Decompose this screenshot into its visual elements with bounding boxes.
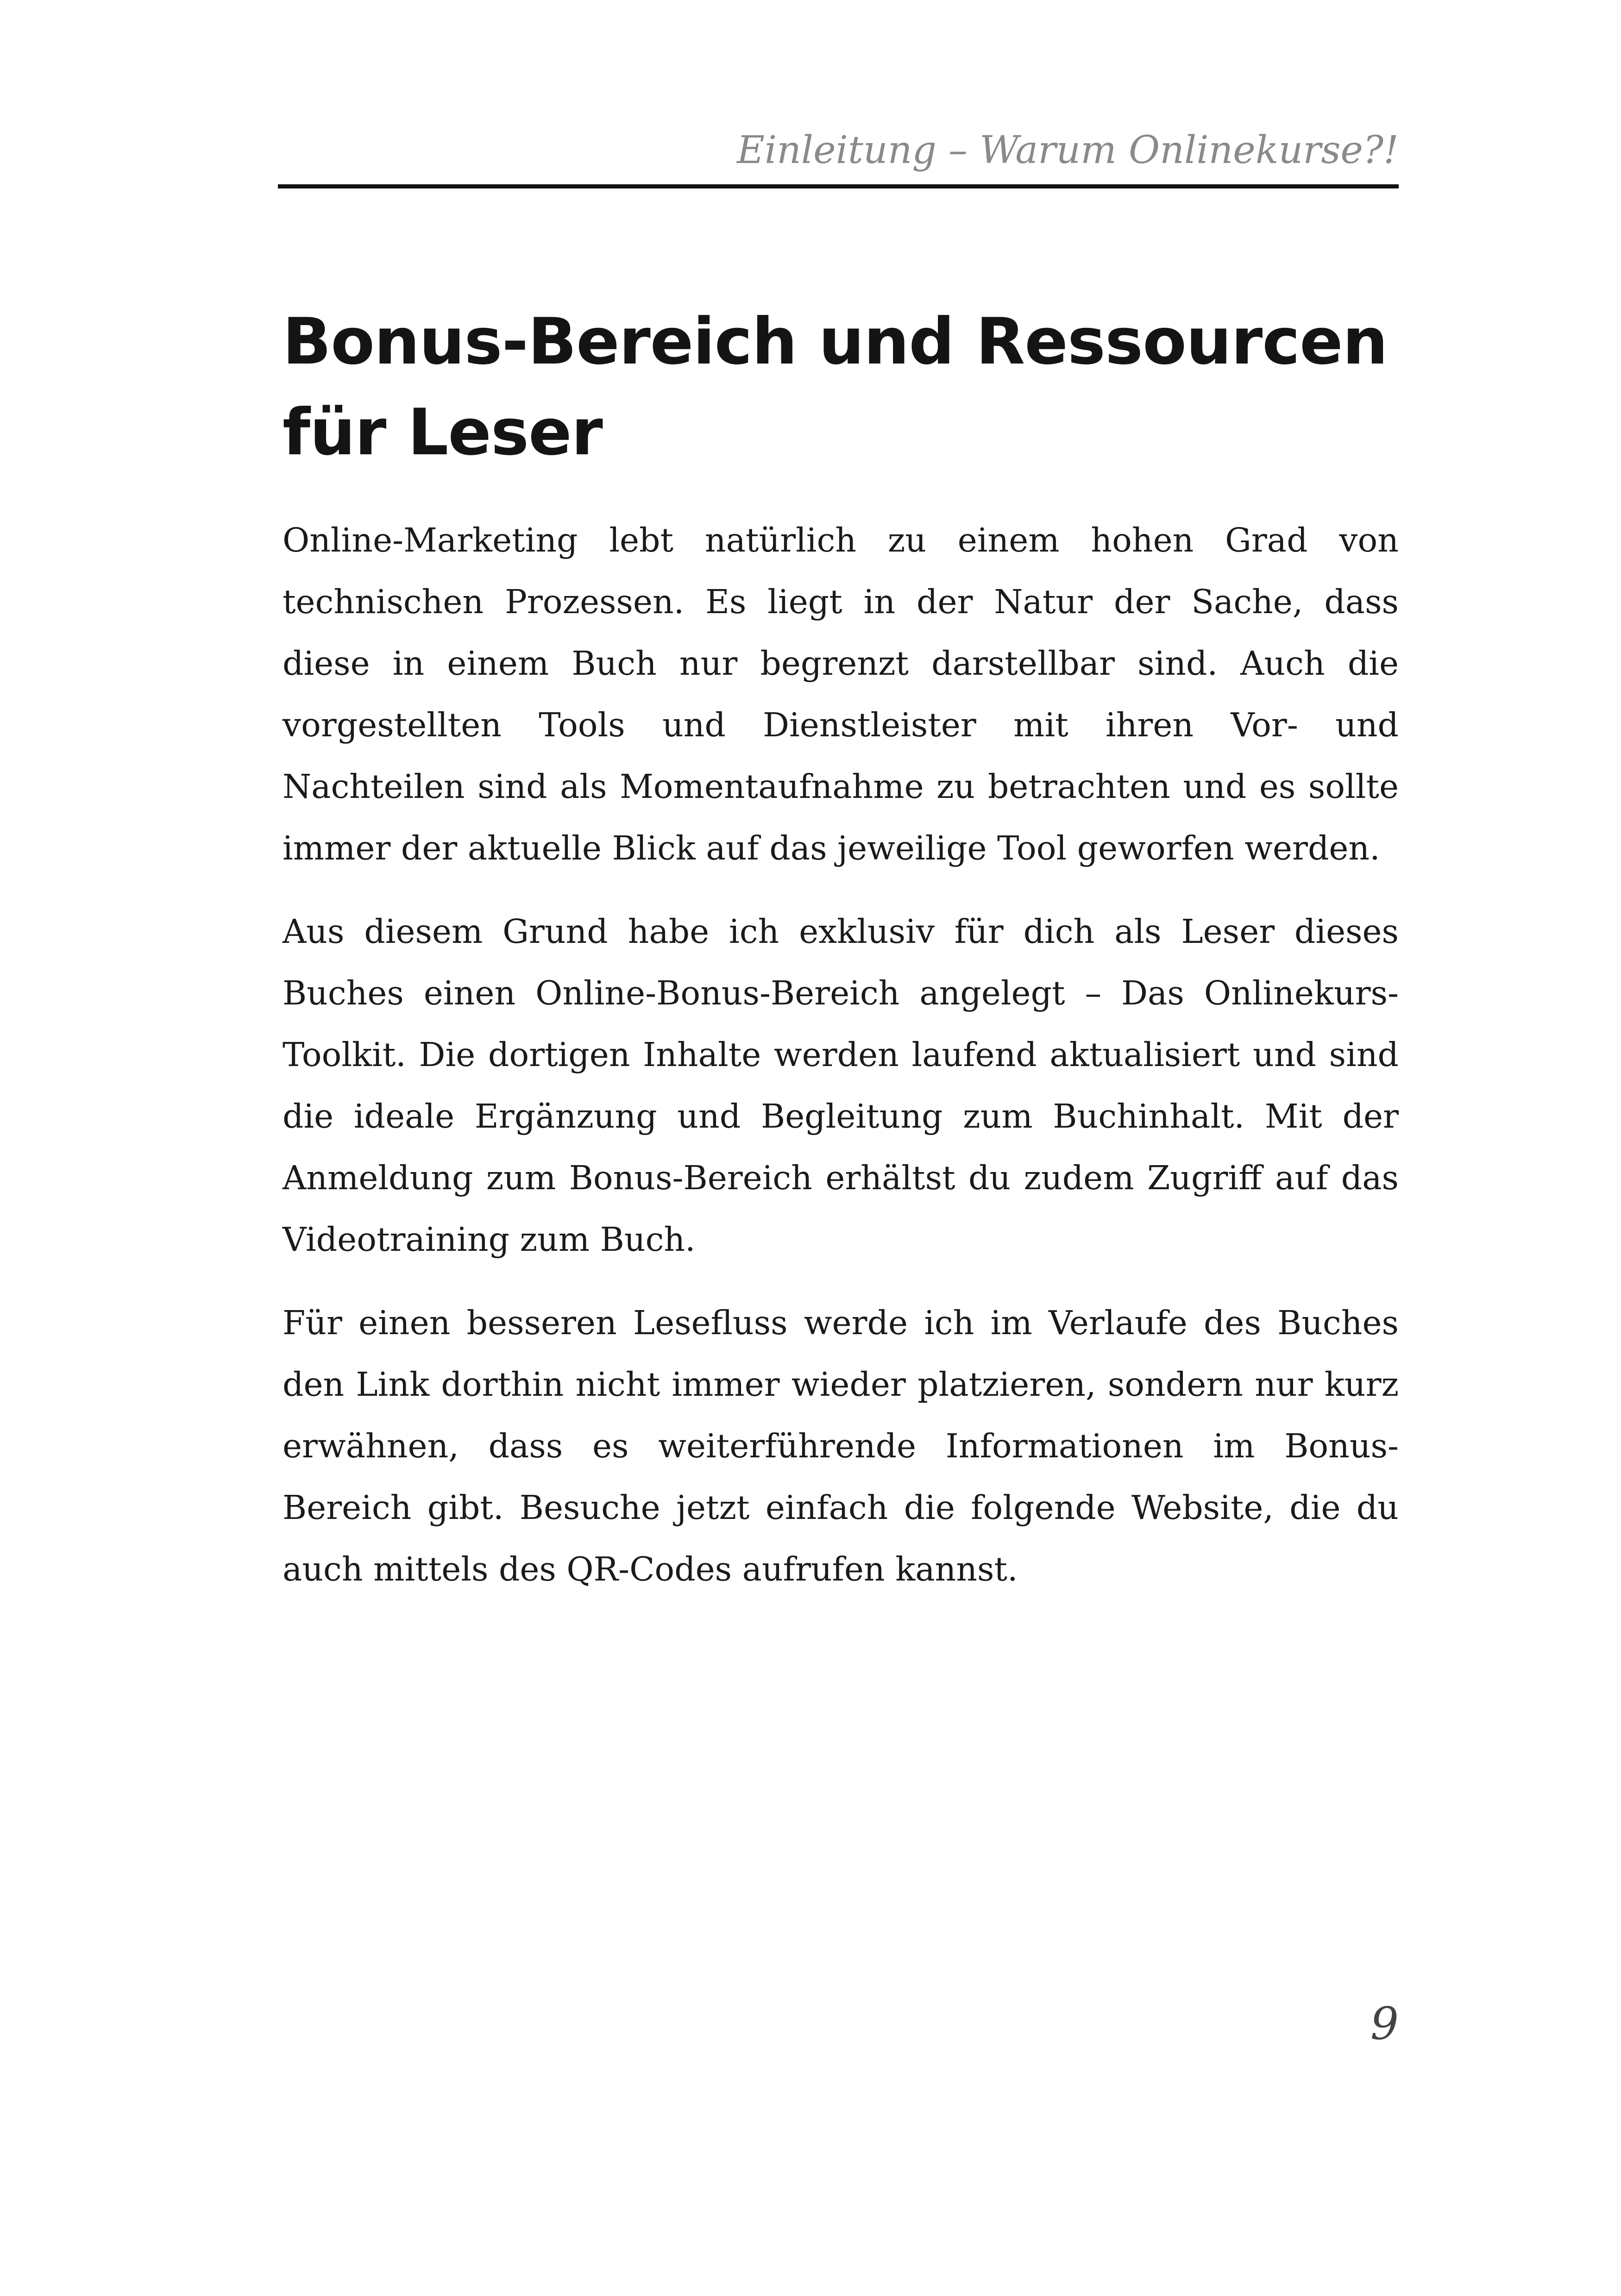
paragraph-1: Online-Marketing lebt natürlich zu einem hohen Grad von technischen Prozessen. Es liegt in der Natur der Sache, dass diese in einem Buch nur begrenzt darstellbar sind. Auch die vorgestellten Tools und Dienstleister mit ihren Vor- und Nachteilen sind als Momentaufnahme zu betrachten und es sollte immer der aktuelle Blick auf das jeweilige Tool geworfen werden.: [283, 521, 1399, 867]
paragraph-3: Für einen besseren Lesefluss werde ich im Verlaufe des Buches den Link dorthin nicht immer wieder platzieren, sondern nur kurz erwähnen, dass es weiterführende Informationen im Bonus-Bereich gibt. Besuche jetzt einfach die folgende Website, die du auch mittels des QR-Codes aufrufen kannst.: [283, 1304, 1399, 1588]
paragraph-2: Aus diesem Grund habe ich exklusiv für dich als Leser dieses Buches einen Online-Bonus-Bereich angelegt – Das Onlinekurs-Toolkit. Die dortigen Inhalte werden laufend aktualisiert und sind die ideale Ergänzung und Begleitung zum Buchinhalt. Mit der Anmeldung zum Bonus-Bereich erhältst du zudem Zugriff auf das Videotraining zum Buch.: [283, 912, 1399, 1259]
page-number: 9: [1370, 1998, 1399, 2050]
running-header: Einleitung – Warum Onlinekurse?!: [737, 128, 1399, 172]
header-divider: [278, 184, 1399, 188]
chapter-title: Bonus-Bereich und Ressourcen für Leser: [283, 304, 1388, 470]
